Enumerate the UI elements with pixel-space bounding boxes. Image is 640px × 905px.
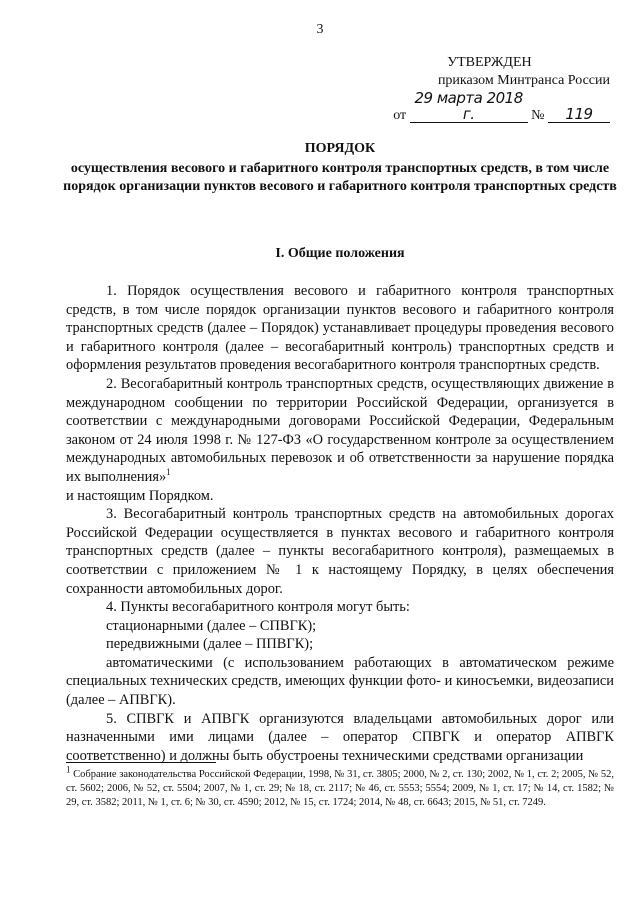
paragraph-4-item-mobile: передвижными (далее – ППВГК); xyxy=(106,636,314,653)
handwritten-date: 29 марта 2018 г. xyxy=(410,90,528,123)
footnote-divider xyxy=(66,762,216,763)
footnote xyxy=(66,764,615,810)
body-text xyxy=(66,282,614,765)
approval-block xyxy=(393,54,610,125)
paragraph-2 xyxy=(66,375,614,487)
approval-order: приказом Минтранса России xyxy=(437,73,610,88)
document-subtitle: осуществления весового и габаритного контроля транспортных средств, в том числе порядок организации пунктов весового и габаритного контроля транспортных средств xyxy=(63,161,617,194)
paragraph-3: 3. Весогабаритный контроль транспортных средств на автомобильных дорогах Российской Федерации осуществляется в пунктах весового и габаритного контроля транспортных средств (далее – пункты весогабаритного контроля), размещаемых в соответствии с приложением № 1 к настоящему Порядку, в целях обеспечения сохранности автомобильных дорог. xyxy=(66,506,614,597)
document-title: ПОРЯДОК xyxy=(304,141,376,156)
paragraph-4-item-stationary: стационарными (далее – СПВГК); xyxy=(106,617,317,634)
footnote-mark: 1 xyxy=(66,764,71,775)
date-prefix: от xyxy=(393,108,407,123)
approval-dateline xyxy=(393,90,610,125)
paragraph-4: 4. Пункты весогабаритного контроля могут быть: xyxy=(106,599,410,616)
handwritten-order-number: 119 xyxy=(548,106,610,123)
approval-title: УТВЕРЖДЕН xyxy=(447,55,532,70)
footnote-reference: 1 xyxy=(166,467,171,478)
paragraph-5: 5. СПВГК и АПВГК организуются владельцами автомобильных дорог или назначенными ими лицами (далее – оператор СПВГК и оператор АПВГК соответственно) и должны быть обустроены техническими средствами организации xyxy=(66,710,614,764)
footnote-text: Собрание законодательства Российской Федерации, 1998, № 31, ст. 3805; 2000, № 2, ст. 130; 2002, № 1, ст. 2; 2005, № 52, ст. 5602; 2006, № 52, ст. 5504; 2007, № 1, ст. 29; № 18, ст. 2117; № 46, ст. 5553; 5554; 2009, № 1, ст. 17; № 14, ст. 1582; № 29, ст. 3582; 2011, № 1, ст. 6; № 30, ст. 4590; 2012, № 15, ст. 1724; 2014, № 48, ст. 6643; 2015, № 51, ст. 7249. xyxy=(66,769,615,808)
paragraph-2-tail: и настоящим Порядком. xyxy=(66,487,214,504)
number-prefix: № xyxy=(531,108,545,123)
document-title-block xyxy=(60,140,620,196)
paragraph-1: 1. Порядок осуществления весового и габаритного контроля транспортных средств, в том числе порядок организации пунктов весового и габаритного контроля транспортных средств (далее – Порядок) устанавливает процедуры проведения весового и габаритного контроля (далее – весогабаритный контроль) транспортных средств и оформления результатов проведения весогабаритного контроля транспортных средств. xyxy=(66,283,614,374)
paragraph-2-text: 2. Весогабаритный контроль транспортных средств, осуществляющих движение в международном сообщении по территории Российской Федерации, организуется в соответствии с международными договорами Российской Федерации, Федеральным законом от 24 июля 1998 г. № 127-ФЗ «О государственном контроле за осуществлением международных автомобильных перевозок и об ответственности за нарушение порядка их выполнения» xyxy=(66,375,614,485)
page-number: 3 xyxy=(316,22,324,37)
paragraph-4-item-automatic: автоматическими (с использованием работающих в автоматическом режиме специальных технических средств, имеющих функции фото- и киносъемки, видеозаписи (далее – АПВГК). xyxy=(66,654,614,709)
section-heading: I. Общие положения xyxy=(275,246,405,261)
